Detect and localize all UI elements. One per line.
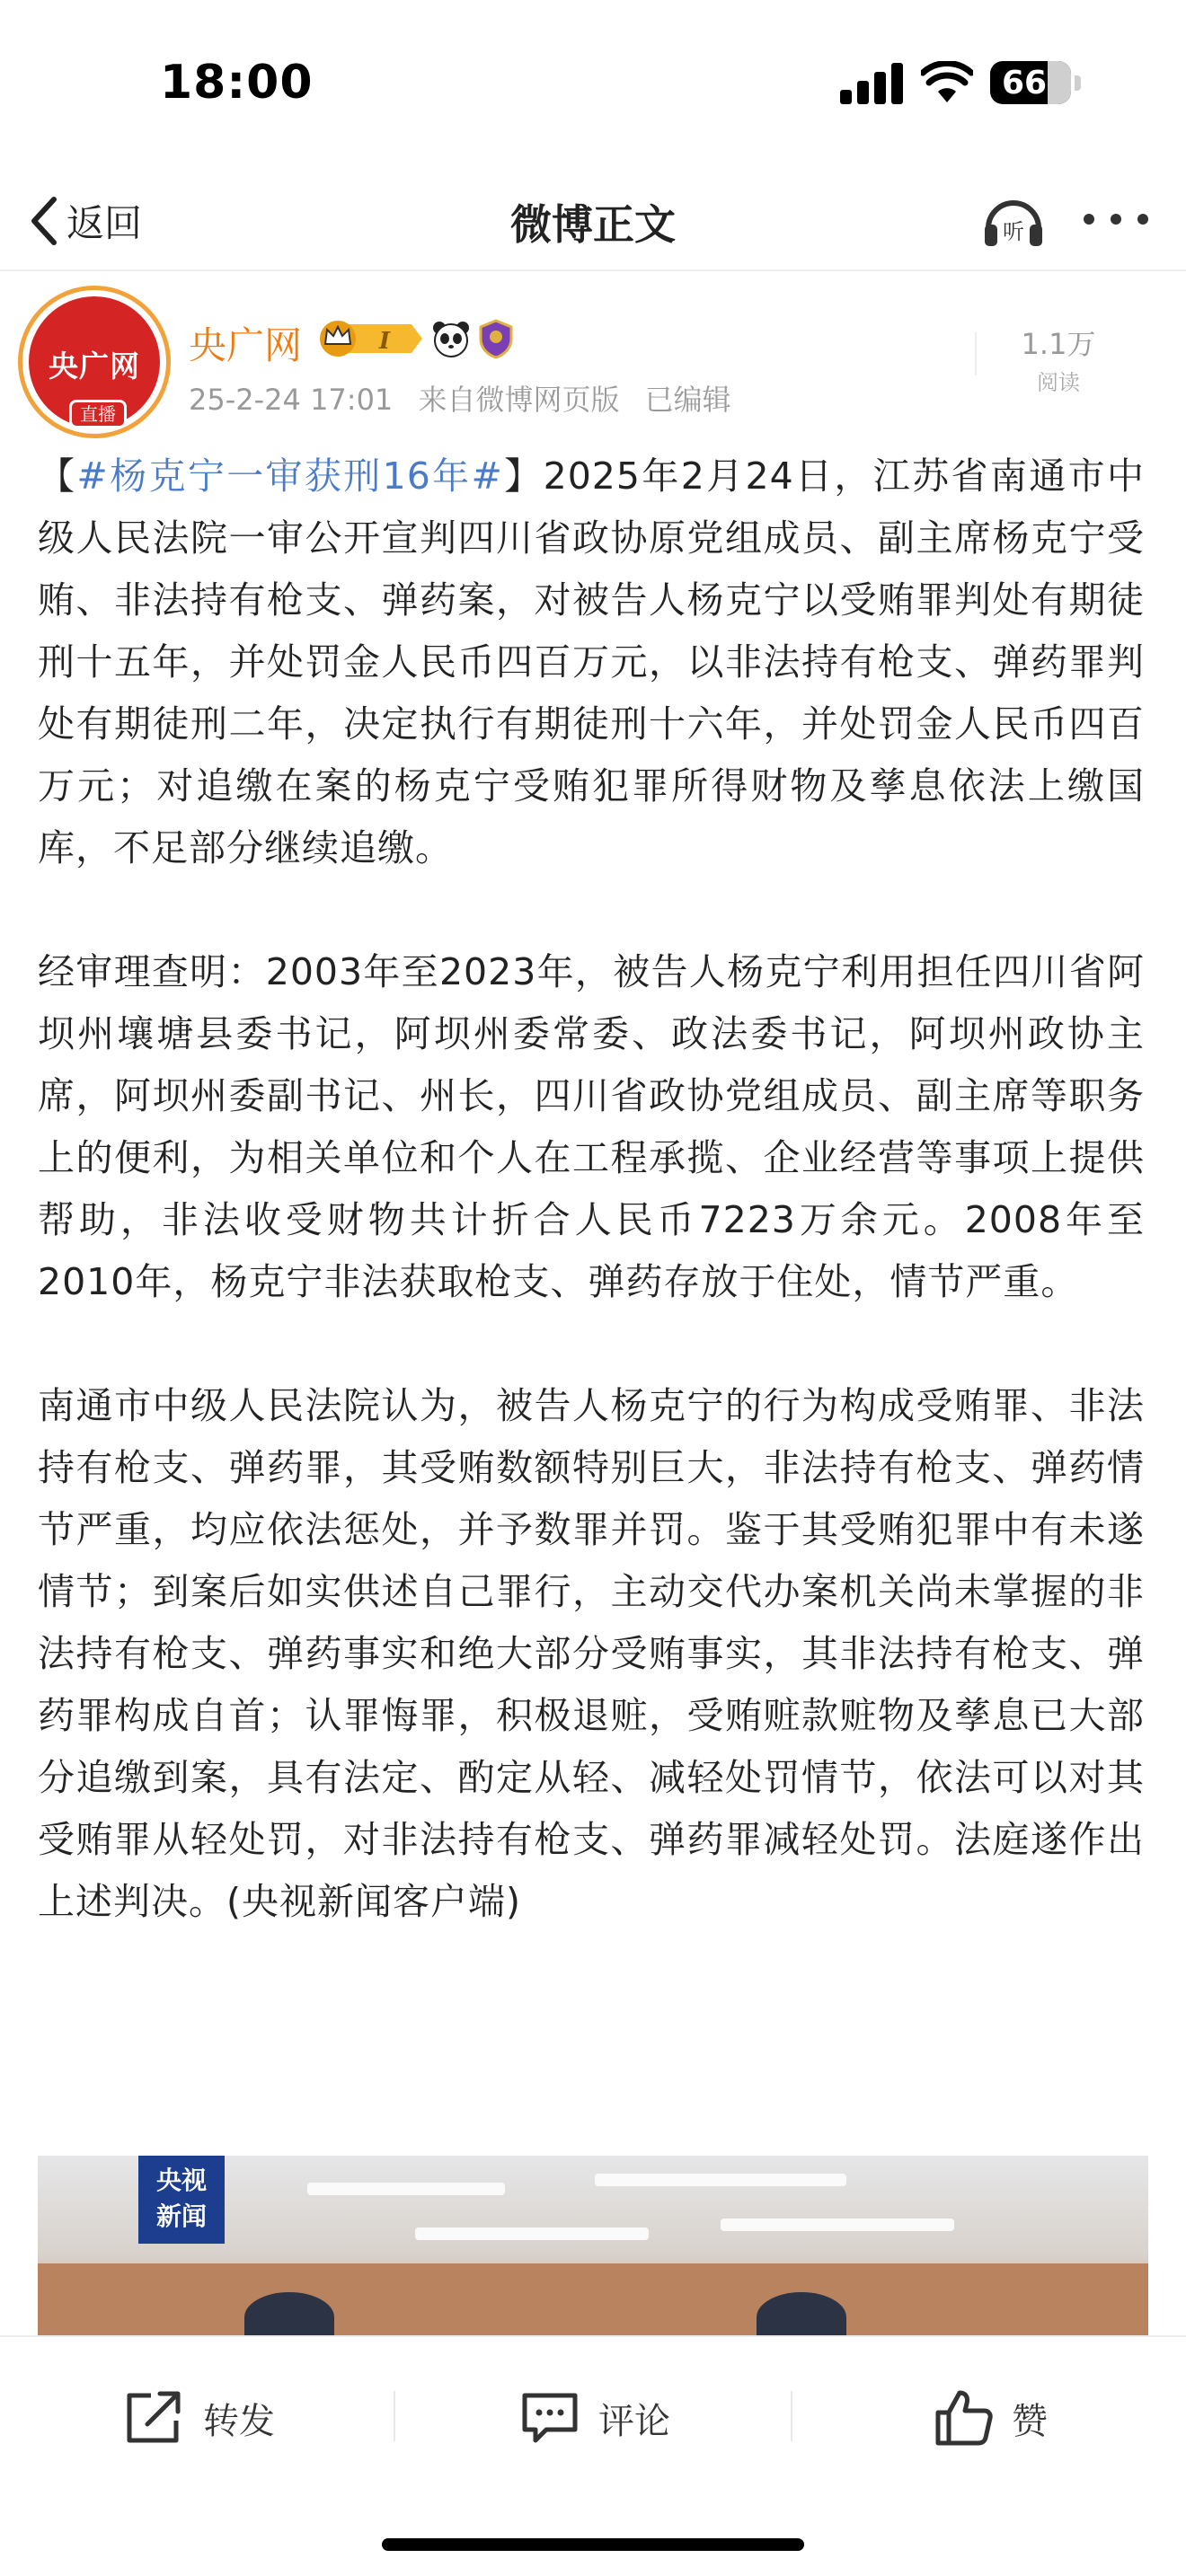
ceiling-light bbox=[415, 2228, 649, 2240]
more-icon-dot bbox=[1111, 214, 1121, 225]
like-button[interactable] bbox=[934, 2382, 1048, 2454]
author-badges[interactable] bbox=[318, 316, 514, 361]
comment-icon bbox=[519, 2390, 580, 2446]
action-divider bbox=[791, 2391, 792, 2441]
nav-bar bbox=[0, 171, 1186, 271]
ceiling-light bbox=[721, 2219, 954, 2231]
avatar[interactable] bbox=[18, 286, 171, 438]
post-date: 25-2-24 17:01 bbox=[189, 383, 394, 417]
crown-icon bbox=[318, 319, 424, 358]
more-button[interactable] bbox=[1084, 198, 1148, 241]
shield-icon bbox=[478, 319, 514, 358]
home-indicator[interactable] bbox=[382, 2538, 804, 2551]
post-paragraph-2: 经审理查明：2003年至2023年，被告人杨克宁利用担任四川省阿坝州壤塘县委书记，阿坝州委常委、政法委书记，阿坝州政协主席，阿坝州委副书记、州长，四川省政协党组成员、副主席等职务上的便利，为相关单位和个人在工程承揽、企业经营等事项上提供帮助，非法收受财物共计折合人民币7223万余元。2008年至2010年，杨克宁非法获取枪支、弹药存放于住处，情节严重。 bbox=[38, 950, 1145, 1303]
more-icon-dot bbox=[1084, 214, 1094, 225]
wifi-icon bbox=[921, 61, 973, 104]
back-label: 返回 bbox=[66, 201, 143, 245]
bracket-open: 【 bbox=[38, 454, 77, 498]
hashtag-link[interactable]: #杨克宁一审获刑16年# bbox=[76, 454, 503, 498]
post-paragraph-1 bbox=[38, 446, 1145, 879]
views-label: 阅读 bbox=[1037, 370, 1080, 395]
listen-label: 听 bbox=[1003, 219, 1024, 244]
repost-button[interactable] bbox=[124, 2382, 275, 2454]
page-title: 微博正文 bbox=[510, 200, 676, 249]
listen-icon[interactable] bbox=[979, 185, 1048, 253]
officer-cap bbox=[244, 2292, 334, 2335]
avatar-text: 央广网 bbox=[49, 348, 140, 384]
comment-label: 评论 bbox=[598, 2400, 670, 2442]
share-icon bbox=[124, 2390, 185, 2446]
post-meta bbox=[189, 377, 748, 419]
post-body bbox=[38, 446, 1145, 1995]
status-bar bbox=[0, 0, 1186, 171]
post-paragraph-3: 南通市中级人民法院认为，被告人杨克宁的行为构成受贿罪、非法持有枪支、弹药罪，其受贿数额特别巨大，非法持有枪支、弹药情节严重，均应依法惩处，并予数罪并罚。鉴于其受贿犯罪中有未遂情节；到案后如实供述自己罪行，主动交代办案机关尚未掌握的非法持有枪支、弹药事实和绝大部分受贿事实，其非法持有枪支、弹药罪构成自首；认罪悔罪，积极退赃，受贿赃款赃物及孳息已大部分追缴到案，具有法定、酌定从轻、减轻处罚情节，依法可以对其受贿罪从轻处罚，对非法持有枪支、弹药罪减轻处罚。法庭遂作出上述判决。(央视新闻客户端) bbox=[38, 1384, 1145, 1923]
more-icon-dot bbox=[1137, 214, 1148, 225]
wood-panel bbox=[38, 2263, 1148, 2335]
battery-nub bbox=[1075, 75, 1081, 91]
officer-cap bbox=[757, 2292, 846, 2335]
panda-icon bbox=[431, 319, 471, 358]
logo-line-2: 新闻 bbox=[155, 2201, 207, 2231]
live-badge: 直播 bbox=[69, 400, 127, 428]
post-paragraph-1-text: 2025年2月24日，江苏省南通市中级人民法院一审公开宣判四川省政协原党组成员、副主席杨克宁受贿、非法持有枪支、弹药案，对被告人杨克宁以受贿罪判处有期徒刑十五年，并处罚金人民币四百万元，以非法持有枪支、弹药罪判处有期徒刑二年，决定执行有期徒刑十六年，并处罚金人民币四百万元；对追缴在案的杨克宁受贿犯罪所得财物及孳息依法上缴国库，不足部分继续追缴。 bbox=[38, 454, 1145, 869]
cellular-signal-icon bbox=[840, 63, 903, 104]
post-image[interactable] bbox=[38, 2156, 1148, 2335]
battery-level: 66 bbox=[1001, 65, 1048, 101]
ceiling-light bbox=[307, 2183, 505, 2195]
ceiling-light bbox=[595, 2174, 846, 2186]
status-time: 18:00 bbox=[160, 56, 314, 110]
post-source: 来自微博网页版 bbox=[418, 383, 620, 417]
cctv-news-logo bbox=[138, 2156, 225, 2244]
battery-icon bbox=[990, 61, 1071, 104]
repost-label: 转发 bbox=[203, 2400, 275, 2442]
views-counter bbox=[975, 322, 1142, 396]
action-divider bbox=[394, 2391, 395, 2441]
like-label: 赞 bbox=[1012, 2400, 1048, 2442]
logo-line-1: 央视 bbox=[155, 2166, 207, 2195]
views-count: 1.1万 bbox=[1021, 327, 1096, 361]
comment-button[interactable] bbox=[519, 2382, 670, 2454]
post-edited: 已编辑 bbox=[644, 383, 731, 417]
author-name[interactable]: 央广网 bbox=[189, 323, 303, 367]
bracket-close: 】 bbox=[502, 454, 544, 498]
thumbs-up-icon bbox=[934, 2389, 994, 2447]
level-badge-text: I bbox=[378, 328, 391, 355]
